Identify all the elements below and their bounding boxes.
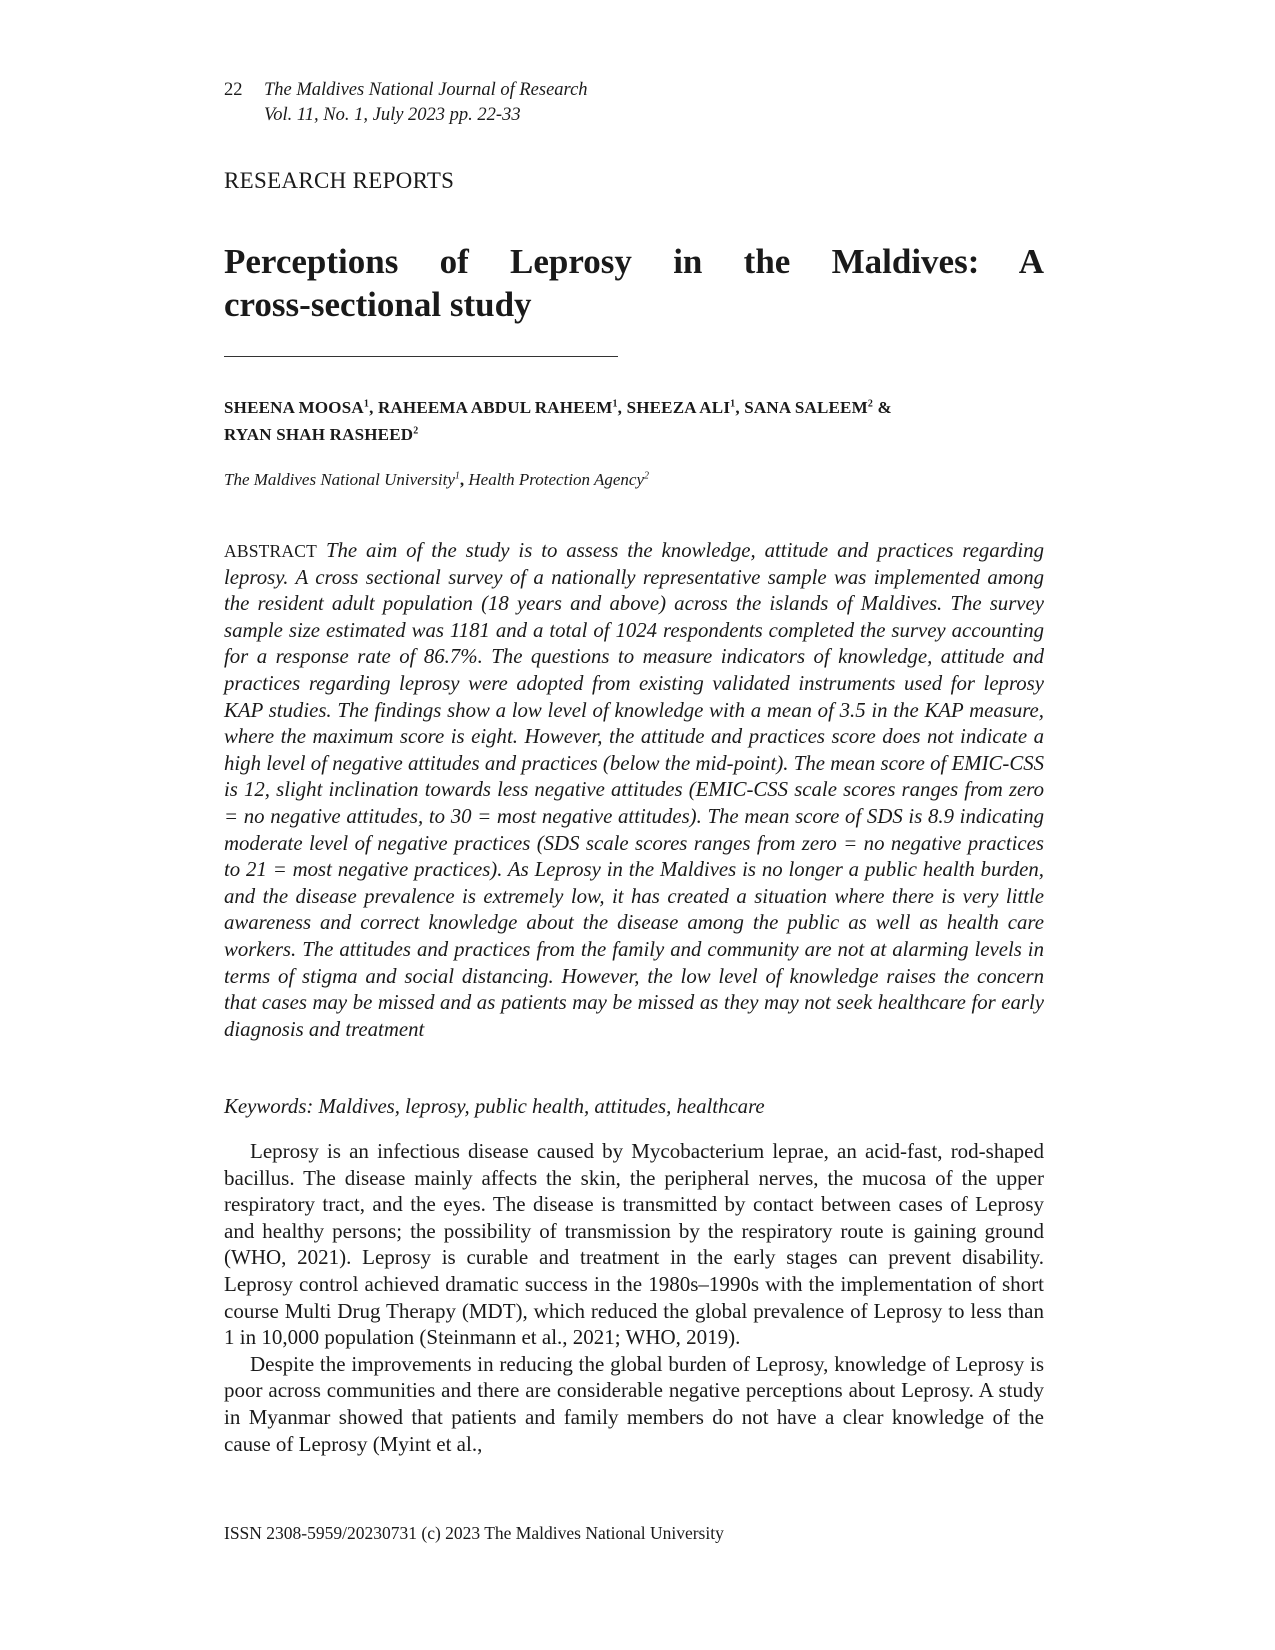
affiliation-mark: 1 — [730, 398, 736, 410]
abstract — [224, 538, 1044, 1043]
abstract-text: The aim of the study is to assess the knowledge, attitude and practices regarding leprosy. A cross sectional survey of a nationally representative sample was implemented among the resident adult population (18 years and above) across the islands of Maldives. The survey sample size estimated was 1181 and a total of 1024 respondents completed the survey accounting for a response rate of 86.7%. The questions to measure indicators of knowledge, attitude and practices regarding leprosy were adopted from existing validated instruments used for leprosy KAP studies. The findings show a low level of knowledge with a mean of 3.5 in the KAP measure, where the maximum score is eight. However, the attitude and practices score does not indicate a high level of negative attitudes and practices (below the mid-point). The mean score of EMIC-CSS is 12, slight inclination towards less negative attitudes (EMIC-CSS scale scores ranges from zero = no negative attitudes, to 30 = most negative attitudes). The mean score of SDS is 8.9 indicating moderate level of negative practices (SDS scale scores ranges from zero = no negative practices to 21 = most negative practices). As Leprosy in the Maldives is no longer a public health burden, and the disease prevalence is extremely low, it has created a situation where there is very little awareness and correct knowledge about the disease among the public as well as health care workers. The attitudes and practices from the family and community are not at alarming levels in terms of stigma and social distancing. However, the low level of knowledge raises the concern that cases may be missed and as patients may be missed as they may not seek healthcare for early diagnosis and treatment — [224, 539, 1044, 1041]
author: SHEEZA ALI$^1$, — [626, 398, 745, 417]
journal-title: The Maldives National Journal of Research — [264, 80, 588, 100]
author: SANA SALEEM$^2$ & — [744, 398, 897, 417]
article-title-line-2: cross-sectional study — [224, 285, 532, 324]
title-divider — [224, 356, 618, 357]
author: SHEENA MOOSA$^1$, — [224, 398, 378, 417]
running-header — [224, 78, 588, 128]
affiliation-mark: 1 — [612, 398, 618, 410]
affiliation-mark: 1 — [363, 398, 370, 410]
author: RAHEEMA ABDUL RAHEEM$^1$, — [377, 398, 627, 417]
body-paragraph: Despite the improvements in reducing the global burden of Leprosy, knowledge of Leprosy is poor across communities and there are considerable negative perceptions about Leprosy. A study in Myanmar showed that patients and family members do not have a clear knowledge of the cause of Leprosy (Myint et al., — [224, 1351, 1044, 1456]
body-text — [224, 1138, 1044, 1457]
volume-info: Vol. 11, No. 1, July 2023 pp. 22-33 — [264, 105, 521, 125]
page-number: 22 — [224, 80, 243, 100]
affiliation-mark: 2 — [413, 425, 419, 437]
header-line-1 — [224, 78, 588, 103]
affiliation: Health Protection Agency$^2$ — [468, 470, 650, 489]
body-paragraph: Leprosy is an infectious disease caused by Mycobacterium leprae, an acid-fast, rod-shaped bacillus. The disease mainly affects the skin, the peripheral nerves, the mucosa of the upper respiratory tract, and the eyes. The disease is transmitted by contact between cases of Leprosy and healthy persons; the possibility of transmission by the respiratory route is gaining ground (WHO, 2021). Leprosy is curable and treatment in the early stages can prevent disability. Leprosy control achieved dramatic success in the 1980s–1990s with the implementation of short course Multi Drug Therapy (MDT), which reduced the global prevalence of Leprosy to less than 1 in 10,000 population (Steinmann et al., 2021; WHO, 2019). — [224, 1139, 1044, 1350]
article-title — [224, 240, 1044, 326]
affiliation-mark: 2 — [867, 398, 874, 410]
abstract-label: ABSTRACT — [224, 541, 318, 561]
author: RYAN SHAH RASHEED$^2$ — [224, 425, 419, 444]
affiliation: The Maldives National University$^1$, — [224, 470, 469, 489]
page-footer: ISSN 2308-5959/20230731 (c) 2023 The Maldives National University — [224, 1523, 724, 1543]
section-label: RESEARCH REPORTS — [224, 168, 455, 193]
keywords: Keywords: Maldives, leprosy, public health, attitudes, healthcare — [224, 1095, 765, 1118]
author-list — [224, 394, 1044, 448]
article-title-line-1: Perceptions of Leprosy in the Maldives: A — [224, 242, 1044, 281]
affiliations — [224, 470, 649, 490]
